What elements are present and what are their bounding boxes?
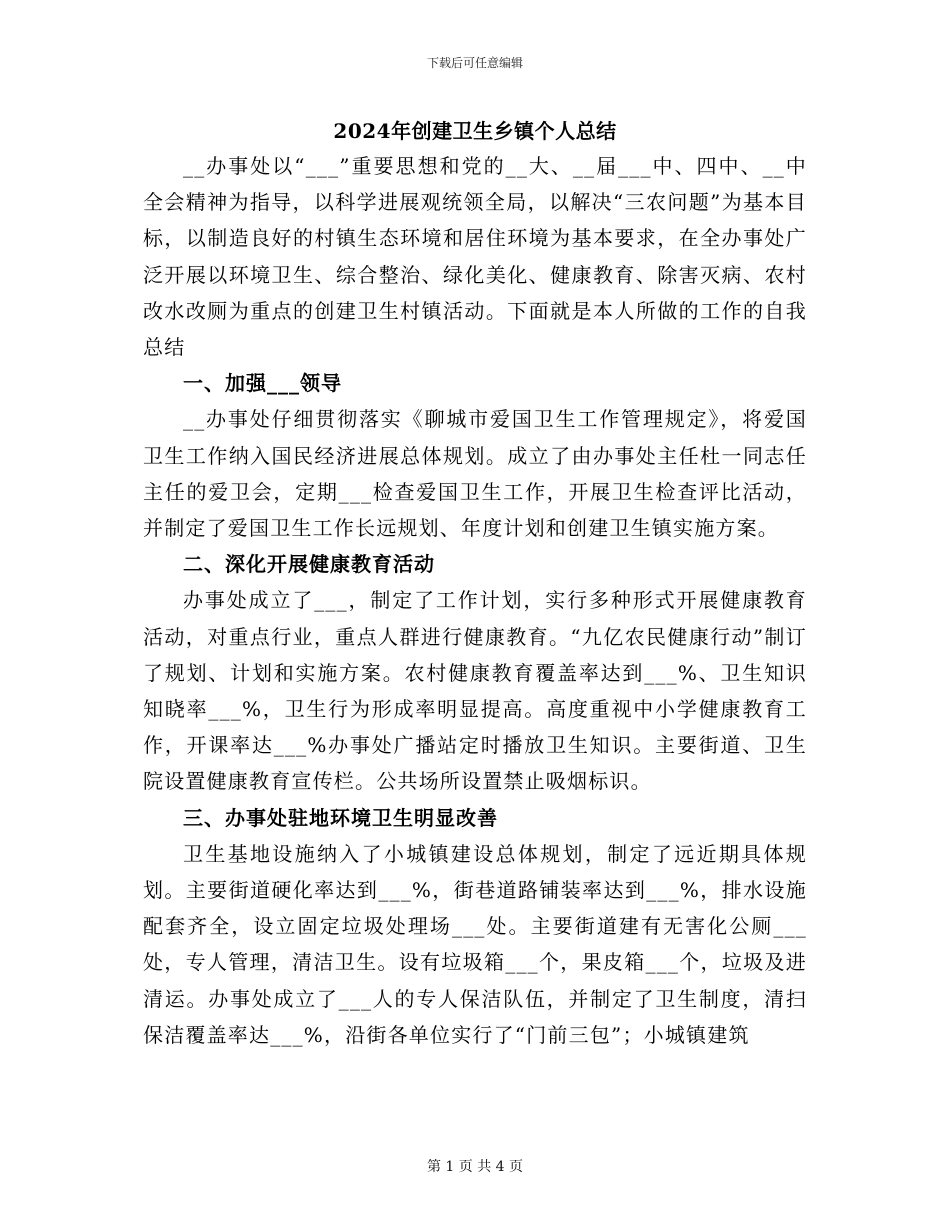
section-heading-3: 三、办事处驻地环境卫生明显改善: [183, 805, 498, 830]
section-heading-2: 二、深化开展健康教育活动: [183, 552, 435, 577]
section-paragraph-1: __办事处仔细贯彻落实《聊城市爱国卫生工作管理规定》，将爱国卫生工作纳入国民经济进展总体规划。成立了由办事处主任杜一同志任主任的爱卫会，定期___检查爱国卫生工作，开展卫生检查评比活动，并制定了爱国卫生工作长远规划、年度计划和创建卫生镇实施方案。: [143, 407, 807, 541]
intro-paragraph: __办事处以“___”重要思想和党的__大、__届___中、四中、__中全会精神为指导，以科学进展观统领全局，以解决“三农问题”为基本目标，以制造良好的村镇生态环境和居住环境为基本要求，在全办事处广泛开展以环境卫生、综合整治、绿化美化、健康教育、除害灭病、农村改水改厕为重点的创建卫生村镇活动。下面就是本人所做的工作的自我总结: [143, 154, 807, 360]
page-footer: 第 1 页 共 4 页: [426, 1159, 524, 1175]
section-paragraph-2: 办事处成立了___，制定了工作计划，实行多种形式开展健康教育活动，对重点行业，重点人群进行健康教育。“九亿农民健康行动”制订了规划、计划和实施方案。农村健康教育覆盖率达到___%、卫生知识知晓率___%，卫生行为形成率明显提高。高度重视中小学健康教育工作，开课率达___%办事处广播站定时播放卫生知识。主要街道、卫生院设置健康教育宣传栏。公共场所设置禁止吸烟标识。: [143, 588, 807, 794]
document-title: 2024年创建卫生乡镇个人总结: [333, 119, 617, 143]
section-heading-1: 一、加强___领导: [183, 371, 342, 396]
header-note: 下载后可任意编辑: [426, 56, 523, 70]
section-paragraph-3: 卫生基地设施纳入了小城镇建设总体规划，制定了远近期具体规划。主要街道硬化率达到___%，街巷道路铺装率达到___%，排水设施配套齐全，设立固定垃圾处理场___处。主要街道建有无害化公厕___处，专人管理，清洁卫生。设有垃圾箱___个，果皮箱___个，垃圾及进清运。办事处成立了___人的专人保洁队伍，并制定了卫生制度，清扫保洁覆盖率达___%，沿街各单位实行了“门前三包”；小城镇建筑: [143, 841, 807, 1047]
document-body: [143, 148, 807, 1053]
